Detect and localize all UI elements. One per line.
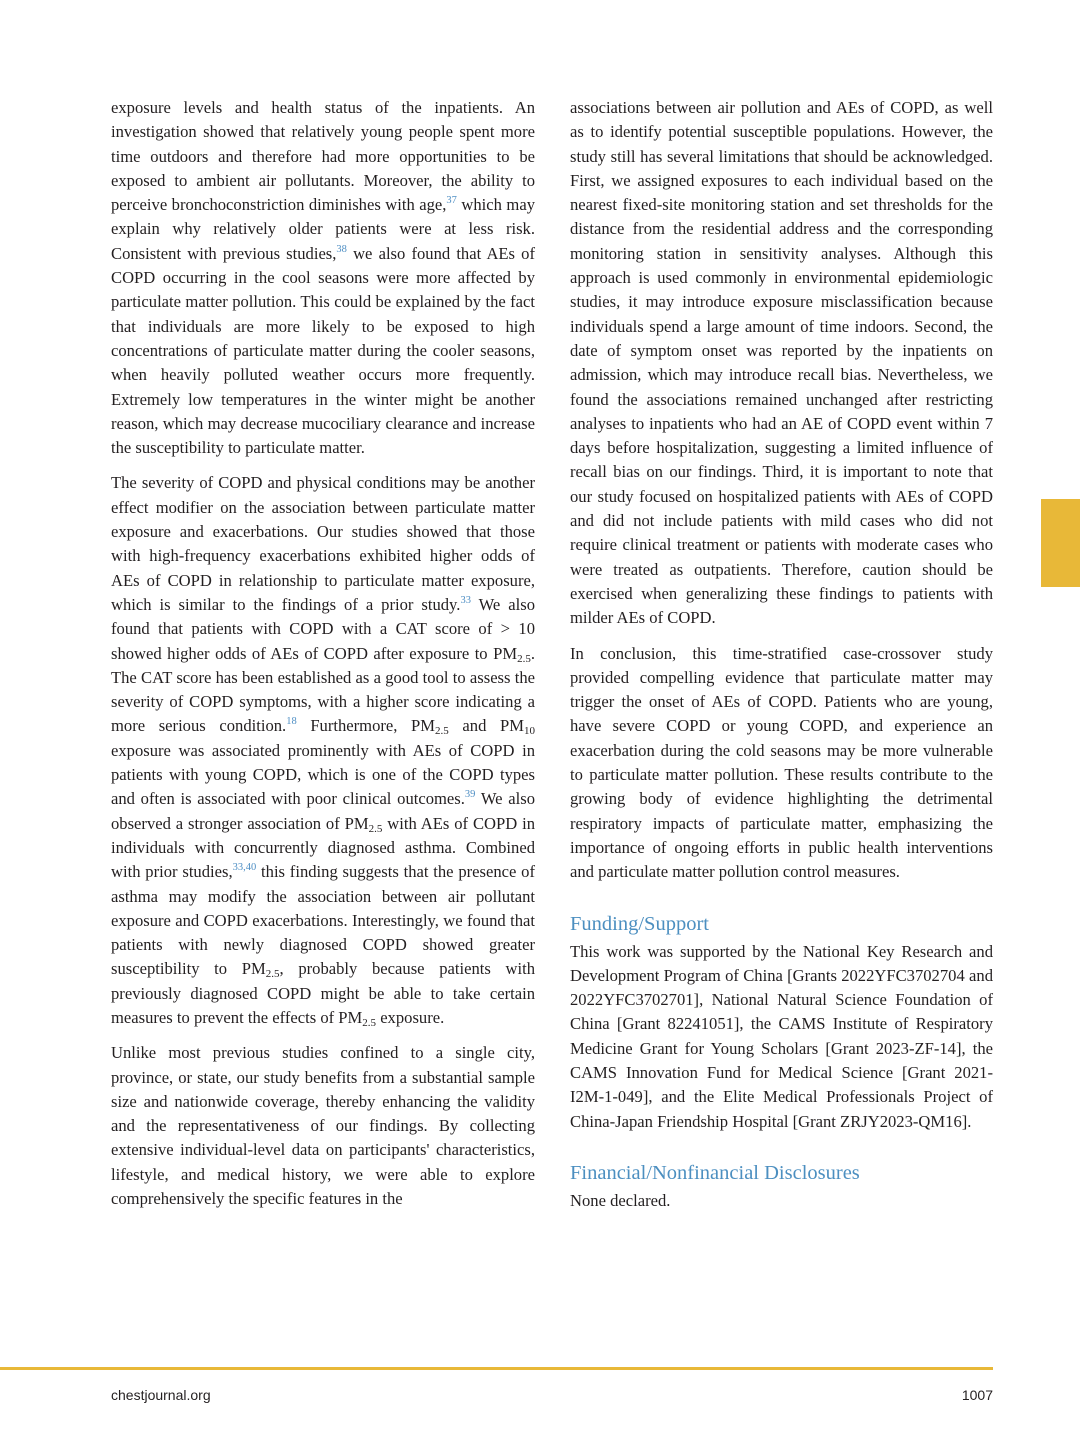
disclosures-text: None declared. xyxy=(570,1190,671,1210)
footer-journal-link[interactable]: chestjournal.org xyxy=(111,1387,211,1403)
subscript: 2.5 xyxy=(368,822,383,835)
citation-ref[interactable]: 38 xyxy=(336,243,347,255)
subscript: 2.5 xyxy=(435,725,449,738)
citation-ref[interactable]: 33 xyxy=(460,594,471,606)
paragraph-age-and-season: exposure levels and health status of the inpatients. An investigation showed that relatively young people spent more time outdoors and therefore had more opportunities to be exposed to ambient air pollutants. Moreover, the ability to perceive bronchoconstriction diminishes with age,$^{37}$ which may explain why relatively older patients were at less risk. Consistent with previous studies,$^{38}$ we also found that AEs of COPD occurring in the cool seasons were more affected by particulate matter pollution. This could be explained by the fact that individuals are more likely to be exposed to high concentrations of particulate matter during the cooler seasons, when heavily polluted weather occurs more frequently. Extremely low temperatures in the winter might be another reason, which may decrease mucociliary clearance and increase the susceptibility to particulate matter. xyxy=(111,98,536,458)
paragraph-severity-modifier: The severity of COPD and physical conditions may be another effect modifier on the association between particulate matter exposure and exacerbations. Our studies showed that those with high-frequency exacerbations exhibited higher odds of AEs of COPD in relationship to particulate matter exposure, which is similar to the findings of a prior study.$^{33}$ We also found that patients with COPD with a CAT score of > 10 showed higher odds of AEs of COPD after exposure to $PM_{2.5}$. The CAT score has been established as a good tool to assess the severity of COPD symptoms, with a higher score indicating a more serious condition.$^{18}$ Furthermore, $PM_{2.5}$ and $PM_{10}$ exposure was associated prominently with AEs of COPD in patients with young COPD, which is one of the COPD types and often is associated with poor clinical outcomes.$^{39}$ We also observed a stronger association of $PM_{2.5}$ with AEs of COPD in individuals with concurrently diagnosed asthma. Combined with prior studies,$^{33,40}$ this finding suggests that the presence of asthma may modify the association between air pollutant exposure and COPD exacerbations. Interestingly, we found that patients with newly diagnosed COPD showed greater susceptibility to $PM_{2.5}$, probably because patients with previously diagnosed COPD might be able to take certain measures to prevent the effects of $PM_{2.5}$ exposure. xyxy=(111,473,536,1029)
subscript: 2.5 xyxy=(362,1016,377,1029)
paragraph-strengths: Unlike most previous studies confined to a single city, province, or state, our study benefits from a substantial sample size and nationwide coverage, thereby enhancing the validity and the representativeness of our findings. By collecting extensive individual-level data on participants' characteristics, lifestyle, and medical history, we were able to explore comprehensively the specific features in the xyxy=(111,1043,535,1209)
paragraph-limitations: associations between air pollution and AEs of COPD, as well as to identify potential susceptible populations. However, the study still has several limitations that should be acknowledged. First, we assigned exposures to each individual based on the nearest fixed-site monitoring station and set thresholds for the distance from the residential address and the corresponding monitoring station in sensitivity analyses. Although this approach is used commonly in environmental epidemiologic studies, it may introduce exposure misclassification because individuals spend a large amount of time indoors. Second, the date of symptom onset was reported by the inpatients on admission, which may introduce recall bias. Nevertheless, we found the associations remained unchanged after restricting analyses to inpatients who had an AE of COPD event within 7 days before hospitalization, suggesting a limited influence of recall bias on our findings. Third, it is important to note that our study focused on hospitalized patients with AEs of COPD and did not include patients with mild cases who did not require clinical treatment or patients with moderate cases who were treated as outpatients. Therefore, caution should be exercised when generalizing these findings to patients with milder AEs of COPD. xyxy=(570,98,993,628)
footer-divider xyxy=(0,1367,993,1370)
paragraph-conclusion: In conclusion, this time-stratified case-crossover study provided compelling evidence that particulate matter may trigger the onset of AEs of COPD. Patients who are young, have severe COPD or young COPD, and experience an exacerbation during the cold seasons may be more vulnerable to particulate matter pollution. These results contribute to the growing body of evidence highlighting the detrimental respiratory impacts of particulate matter, emphasizing the importance of ongoing efforts in public health interventions and particulate matter pollution control measures. xyxy=(570,643,993,882)
funding-heading: Funding/Support xyxy=(570,912,709,935)
subscript: 2.5 xyxy=(517,652,531,665)
citation-ref[interactable]: 37 xyxy=(446,195,457,207)
section-tab-marker xyxy=(1041,499,1080,587)
page-number: 1007 xyxy=(961,1387,993,1403)
citation-ref[interactable]: 33,40 xyxy=(232,862,257,874)
citation-ref[interactable]: 39 xyxy=(464,789,476,801)
funding-text: This work was supported by the National Key Research and Development Program of China [Grants 2022YFC3702704 and 2022YFC3702701], National Natural Science Foundation of China [Grant 82241051], the CAMS Institute of Respiratory Medicine Grant for Young Scholars [Grant 2023-ZF-14], the CAMS Innovation Fund for Medical Science [Grant 2021-I2M-1-049], and the Elite Medical Professionals Project of China-Japan Friendship Hospital [Grant ZRJY2023-QM16]. xyxy=(570,941,993,1131)
citation-ref[interactable]: 18 xyxy=(286,716,297,728)
subscript: 2.5 xyxy=(265,968,280,981)
left-column xyxy=(111,96,535,1211)
right-column xyxy=(570,96,993,1213)
subscript: 10 xyxy=(524,725,535,738)
disclosures-heading: Financial/Nonfinancial Disclosures xyxy=(570,1161,860,1184)
